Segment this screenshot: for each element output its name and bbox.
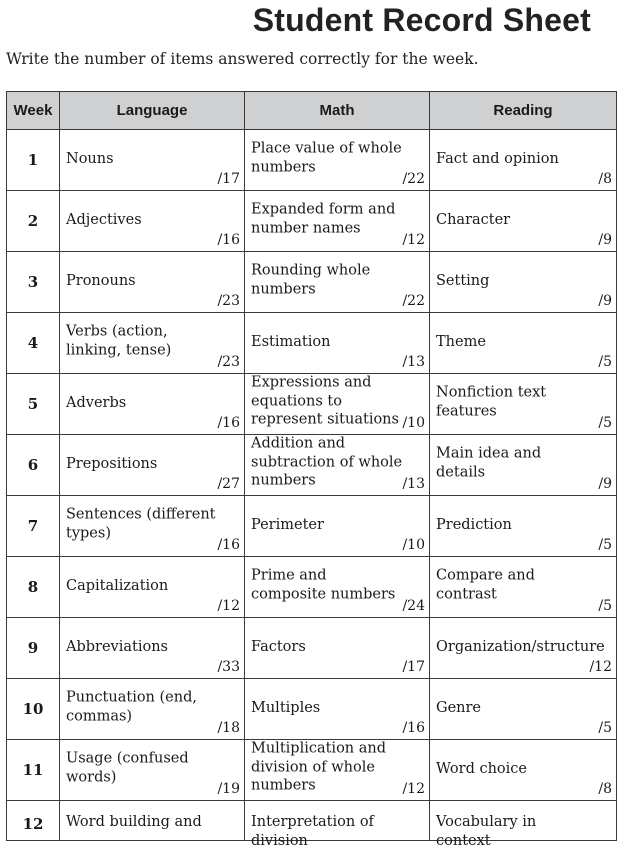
score-field[interactable]: /9 bbox=[598, 293, 612, 309]
table-row bbox=[7, 496, 617, 557]
language-cell bbox=[60, 374, 245, 435]
table-row bbox=[7, 618, 617, 679]
language-cell bbox=[60, 191, 245, 252]
math-cell bbox=[245, 679, 430, 740]
reading-cell bbox=[430, 618, 617, 679]
score-field[interactable]: /12 bbox=[589, 659, 612, 675]
math-cell bbox=[245, 252, 430, 313]
score-field[interactable]: /18 bbox=[217, 720, 240, 736]
math-cell bbox=[245, 313, 430, 374]
score-field[interactable]: /5 bbox=[598, 720, 612, 736]
language-cell bbox=[60, 435, 245, 496]
week-number: 9 bbox=[7, 618, 60, 679]
table-row bbox=[7, 313, 617, 374]
score-field[interactable]: /16 bbox=[217, 232, 240, 248]
topic-text: Character bbox=[436, 211, 511, 228]
week-number: 3 bbox=[7, 252, 60, 313]
score-field[interactable]: /16 bbox=[402, 720, 425, 736]
math-cell bbox=[245, 435, 430, 496]
score-field[interactable]: /12 bbox=[217, 598, 240, 614]
reading-cell bbox=[430, 496, 617, 557]
topic-text: Word building and bbox=[66, 814, 202, 830]
math-cell bbox=[245, 130, 430, 191]
score-field[interactable]: /9 bbox=[598, 232, 612, 248]
topic-text: Compare and contrast bbox=[436, 567, 535, 603]
score-field[interactable]: /16 bbox=[217, 415, 240, 431]
week-number: 2 bbox=[7, 191, 60, 252]
math-cell bbox=[245, 801, 430, 849]
topic-text: Prediction bbox=[436, 516, 512, 533]
topic-text: Theme bbox=[436, 333, 486, 350]
table-header-row bbox=[7, 92, 617, 130]
week-number: 12 bbox=[7, 801, 60, 841]
reading-cell bbox=[430, 435, 617, 496]
reading-cell bbox=[430, 252, 617, 313]
language-cell bbox=[60, 252, 245, 313]
week-number: 4 bbox=[7, 313, 60, 374]
topic-text: Place value of whole numbers bbox=[251, 140, 402, 176]
math-cell bbox=[245, 374, 430, 435]
reading-cell bbox=[430, 374, 617, 435]
topic-text: Vocabulary in context bbox=[436, 814, 537, 849]
math-cell bbox=[245, 557, 430, 618]
topic-text: Genre bbox=[436, 699, 482, 716]
score-field[interactable]: /33 bbox=[217, 659, 240, 675]
topic-text: Main idea and details bbox=[436, 445, 542, 481]
score-field[interactable]: /12 bbox=[402, 781, 425, 797]
topic-text: Pronouns bbox=[66, 272, 136, 289]
score-field[interactable]: /10 bbox=[402, 537, 425, 553]
math-cell bbox=[245, 618, 430, 679]
reading-cell bbox=[430, 557, 617, 618]
topic-text: Nouns bbox=[66, 150, 114, 167]
topic-text: Perimeter bbox=[251, 516, 324, 533]
week-number: 7 bbox=[7, 496, 60, 557]
table-row bbox=[7, 435, 617, 496]
score-field[interactable]: /22 bbox=[402, 171, 425, 187]
topic-text: Prepositions bbox=[66, 455, 158, 472]
score-field[interactable]: /8 bbox=[598, 171, 612, 187]
score-field[interactable]: /10 bbox=[402, 415, 425, 431]
math-cell bbox=[245, 496, 430, 557]
student-record-table bbox=[6, 91, 617, 849]
reading-cell bbox=[430, 191, 617, 252]
topic-text: Adjectives bbox=[66, 211, 142, 228]
week-number: 8 bbox=[7, 557, 60, 618]
score-field[interactable]: /5 bbox=[598, 537, 612, 553]
topic-text: Estimation bbox=[251, 333, 331, 350]
score-field[interactable]: /5 bbox=[598, 415, 612, 431]
table-row bbox=[7, 557, 617, 618]
topic-text: Adverbs bbox=[66, 394, 127, 411]
score-field[interactable]: /13 bbox=[402, 476, 425, 492]
instructions-text: Write the number of items answered correctly for the week. bbox=[6, 50, 479, 68]
language-cell bbox=[60, 130, 245, 191]
language-cell bbox=[60, 618, 245, 679]
math-cell bbox=[245, 191, 430, 252]
score-field[interactable]: /23 bbox=[217, 293, 240, 309]
page-title: Student Record Sheet bbox=[252, 2, 591, 38]
score-field[interactable]: /23 bbox=[217, 354, 240, 370]
reading-cell bbox=[430, 740, 617, 801]
week-number: 10 bbox=[7, 679, 60, 740]
reading-cell bbox=[430, 130, 617, 191]
score-field[interactable]: /17 bbox=[402, 659, 425, 675]
table-row bbox=[7, 374, 617, 435]
topic-text: Verbs (action, linking, tense) bbox=[66, 323, 172, 359]
topic-text: Sentences (different types) bbox=[66, 506, 216, 542]
topic-text: Multiplication and division of whole numbers bbox=[251, 740, 387, 794]
language-cell bbox=[60, 679, 245, 740]
topic-text: Nonfiction text features bbox=[436, 384, 547, 420]
math-cell bbox=[245, 740, 430, 801]
topic-text: Fact and opinion bbox=[436, 150, 559, 167]
topic-text: Factors bbox=[251, 638, 306, 655]
topic-text: Usage (confused words) bbox=[66, 750, 189, 786]
reading-cell bbox=[430, 313, 617, 374]
topic-text: Expanded form and number names bbox=[251, 201, 396, 237]
table-row bbox=[7, 801, 617, 841]
week-number: 1 bbox=[7, 130, 60, 191]
topic-text: Addition and subtraction of whole numbers bbox=[251, 435, 403, 489]
week-number: 6 bbox=[7, 435, 60, 496]
score-field[interactable]: /27 bbox=[217, 476, 240, 492]
week-number: 11 bbox=[7, 740, 60, 801]
score-field[interactable]: /5 bbox=[598, 354, 612, 370]
score-field[interactable]: /13 bbox=[402, 354, 425, 370]
topic-text: Word choice bbox=[436, 760, 528, 777]
column-header-reading: Reading bbox=[430, 92, 617, 130]
language-cell bbox=[60, 557, 245, 618]
language-cell bbox=[60, 740, 245, 801]
language-cell bbox=[60, 313, 245, 374]
score-field[interactable]: /9 bbox=[598, 476, 612, 492]
table-row bbox=[7, 130, 617, 191]
column-header-math: Math bbox=[245, 92, 430, 130]
score-field[interactable]: /24 bbox=[402, 598, 425, 614]
table-row bbox=[7, 679, 617, 740]
score-field[interactable]: /19 bbox=[217, 781, 240, 797]
language-cell bbox=[60, 496, 245, 557]
topic-text: Interpretation of division bbox=[251, 814, 374, 849]
topic-text: Setting bbox=[436, 272, 490, 289]
score-field[interactable]: /8 bbox=[598, 781, 612, 797]
language-cell bbox=[60, 801, 245, 841]
score-field[interactable]: /16 bbox=[217, 537, 240, 553]
topic-text: Abbreviations bbox=[66, 638, 168, 655]
week-number: 5 bbox=[7, 374, 60, 435]
topic-text: Organization/structure bbox=[436, 638, 605, 655]
reading-cell bbox=[430, 679, 617, 740]
table-row bbox=[7, 252, 617, 313]
topic-text: Expressions and equations to represent situations bbox=[251, 374, 399, 428]
column-header-week: Week bbox=[7, 92, 60, 130]
topic-text: Capitalization bbox=[66, 577, 169, 594]
topic-text: Rounding whole numbers bbox=[251, 262, 371, 298]
column-header-language: Language bbox=[60, 92, 245, 130]
topic-text: Punctuation (end, commas) bbox=[66, 689, 197, 725]
reading-cell bbox=[430, 801, 617, 849]
topic-text: Multiples bbox=[251, 699, 321, 716]
table-row bbox=[7, 740, 617, 801]
table-row bbox=[7, 191, 617, 252]
score-field[interactable]: /5 bbox=[598, 598, 612, 614]
score-field[interactable]: /17 bbox=[217, 171, 240, 187]
score-field[interactable]: /12 bbox=[402, 232, 425, 248]
topic-text: Prime and composite numbers bbox=[251, 567, 396, 603]
score-field[interactable]: /22 bbox=[402, 293, 425, 309]
